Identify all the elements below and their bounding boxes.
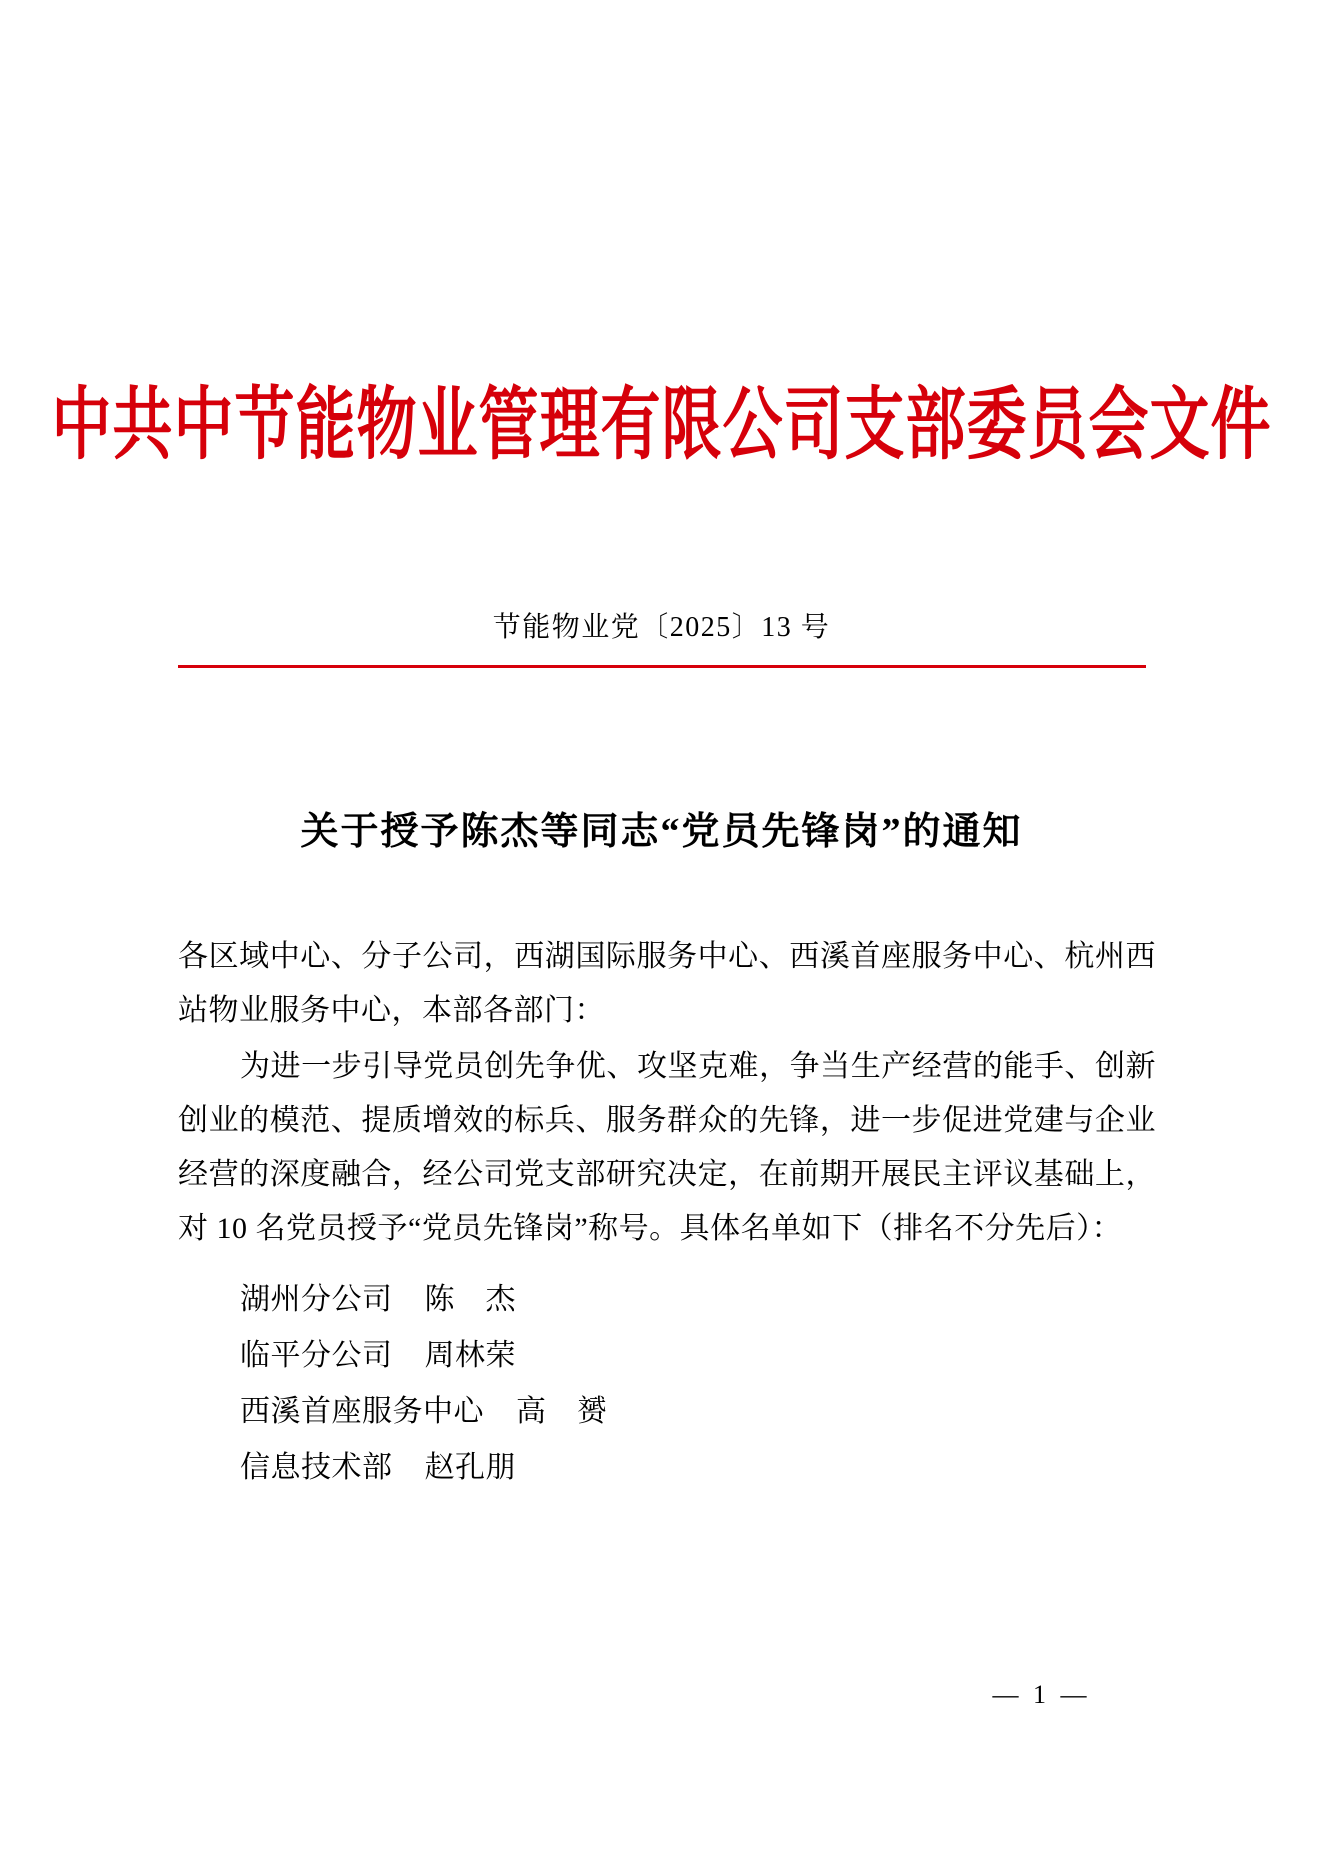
red-divider-rule xyxy=(178,665,1146,668)
document-body xyxy=(178,930,1156,1496)
awardee-list xyxy=(178,1272,1156,1496)
list-item: 信息技术部 赵孔朋 xyxy=(240,1451,516,1484)
masthead-title: 中共中节能物业管理有限公司支部委员会文件 xyxy=(51,381,1272,469)
document-number: 节能物业党〔2025〕13 号 xyxy=(492,612,831,643)
masthead xyxy=(0,380,1323,469)
list-item: 临平分公司 周林荣 xyxy=(240,1339,516,1372)
list-item: 湖州分公司 陈 杰 xyxy=(240,1283,516,1316)
page-number: — 1 — xyxy=(992,1680,1091,1709)
list-item: 西溪首座服务中心 高 赟 xyxy=(240,1395,608,1428)
page-title: 关于授予陈杰等同志“党员先锋岗”的通知 xyxy=(300,811,1023,853)
addressee-paragraph: 各区域中心、分子公司，西湖国际服务中心、西溪首座服务中心、杭州西站物业服务中心，本部各部门： xyxy=(178,940,1156,1027)
main-paragraph: 为进一步引导党员创先争优、攻坚克难，争当生产经营的能手、创新创业的模范、提质增效的标兵、服务群众的先锋，进一步促进党建与企业经营的深度融合，经公司党支部研究决定，在前期开展民主评议基础上，对 10 名党员授予“党员先锋岗”称号。具体名单如下（排名不分先后）： xyxy=(178,1050,1156,1245)
